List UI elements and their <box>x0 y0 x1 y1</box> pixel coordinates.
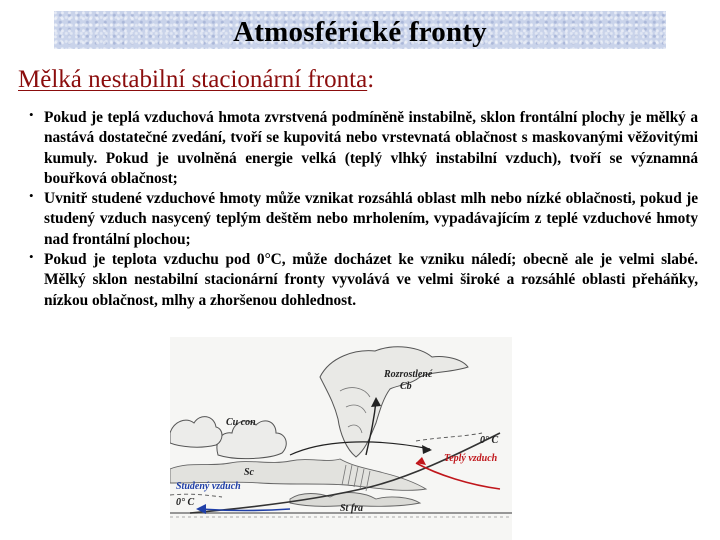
label-sc: Sc <box>244 467 254 478</box>
label-cu-con: Cu con <box>226 417 256 428</box>
label-isotherm-right: 0° C <box>480 435 499 446</box>
circulation-arrowhead <box>422 445 432 454</box>
label-cb-line2: Cb <box>400 381 412 392</box>
section-heading-colon: : <box>367 66 375 93</box>
cu-con-cloud-2 <box>170 417 222 448</box>
bullet-text: Pokud je teplá vzduchová hmota zvrstvená podmíněně instabilně, sklon frontální plochy je mělký a nastává dostatečné zvedání, tvoří se kupovitá nebo vrstevnatá oblačnost s maskovanými věžovitými kumuly. Pokud je uvolněná energie velká (teplý vlhký instabilní vzduch), tvoří se významná bouřková oblačnost; <box>44 109 698 187</box>
page-title: Atmosférické fronty <box>233 16 487 48</box>
bullet-item <box>0 250 720 311</box>
label-cold-air: Studený vzduch <box>176 481 241 492</box>
bullet-icon: • <box>29 249 34 265</box>
title-bar <box>54 11 666 49</box>
section-heading <box>18 66 374 94</box>
label-cb-line1: Rozrostlené <box>384 369 433 380</box>
label-warm-air: Teplý vzduch <box>444 453 498 464</box>
front-diagram <box>170 337 512 540</box>
bullet-icon: • <box>29 188 34 204</box>
cold-air-arrow <box>200 509 290 511</box>
front-diagram-svg <box>170 337 512 540</box>
bullet-icon: • <box>29 107 34 122</box>
label-st-fra: St fra <box>340 503 364 514</box>
cb-anvil <box>320 347 468 457</box>
label-isotherm-left: 0° C <box>176 497 195 508</box>
bullet-text: Pokud je teplota vzduchu pod 0°C, může docházet ke vzniku náledí; obecně ale je velmi slabé. Mělký sklon nestabilní stacionární fronty vyvolává ve velmi široké a rozsáhlé oblasti přeháňky, nízkou oblačnost, mlhy a zhoršenou dohlednost. <box>44 251 698 309</box>
bullet-item <box>0 189 720 250</box>
bullet-list <box>0 108 720 311</box>
isotherm-right <box>416 433 482 441</box>
section-heading-text: Mělká nestabilní stacionární fronta <box>18 66 368 93</box>
bullet-text: Uvnitř studené vzduchové hmoty může vznikat rozsáhlá oblast mlh nebo nízké oblačnosti, pokud je studený vzduch nasycený teplým deštěm nebo mrholením, vypadávajícím z teplé vzduchové hmoty nad frontální plochou; <box>44 190 698 248</box>
bullet-item <box>0 108 720 189</box>
